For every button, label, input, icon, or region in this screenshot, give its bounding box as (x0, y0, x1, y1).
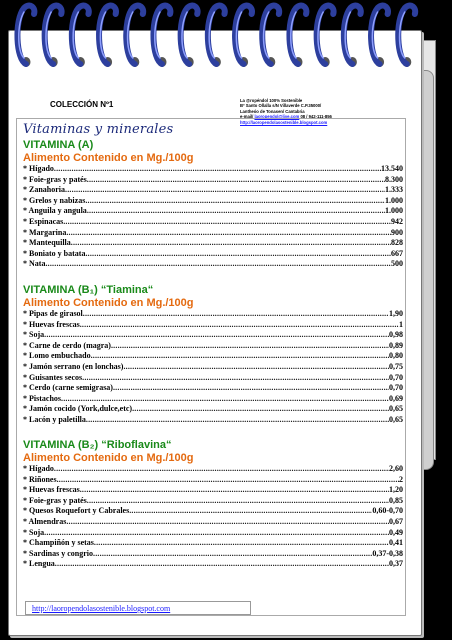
list-item (23, 341, 403, 352)
leader-dots (66, 517, 389, 528)
food-value: 1 (399, 319, 403, 329)
leader-dots (80, 485, 389, 496)
binding-ring (398, 6, 415, 64)
leader-dots (85, 196, 385, 207)
food-name: * Anguila y angula (23, 206, 87, 216)
food-name: * Mantequilla (23, 238, 71, 248)
vitamin-heading: VITAMINA (B₂) “Riboflavina“ (23, 439, 172, 451)
binding-ring (289, 6, 306, 64)
info-line: La @ropéndol 100% Sostenible (240, 98, 303, 103)
leader-dots (86, 415, 389, 426)
list-item (23, 383, 403, 394)
leader-dots (123, 362, 389, 373)
list-item (23, 373, 403, 384)
food-value: 0,80 (389, 351, 403, 361)
food-name: * Cerdo (carne semigrasa) (23, 383, 113, 393)
list-item (23, 164, 403, 175)
binding-ring (262, 6, 279, 64)
binding-ring (72, 6, 89, 64)
list-item (23, 320, 403, 331)
list-item (23, 185, 403, 196)
food-value: 13.540 (381, 164, 403, 173)
list-item (23, 249, 403, 260)
list-item (23, 549, 403, 560)
info-phone: 08 / 942-111-856 (300, 114, 332, 120)
food-value: 0,75 (389, 361, 403, 371)
table-subtitle: Alimento Contenido en Mg./100g (23, 297, 194, 309)
binding-ring (45, 6, 62, 64)
food-name: * Foie-gras y patés (23, 174, 87, 184)
food-value: 0,60-0,70 (372, 506, 403, 516)
list-item (23, 517, 403, 528)
leader-dots (63, 217, 391, 228)
info-line: Bº Santo Ollalla s/N Villaverde C.P.35000/ (240, 103, 322, 109)
food-value: 667 (391, 248, 403, 258)
food-name: * Lomo embuchado (23, 351, 91, 361)
food-name: * Pistachos (23, 393, 61, 403)
leader-dots (93, 549, 372, 560)
food-value: 942 (391, 216, 403, 226)
food-name: * Boniato y batata (23, 248, 86, 258)
food-value: 500 (391, 259, 403, 269)
food-value: 0,65 (389, 404, 403, 414)
leader-dots (44, 528, 389, 539)
food-value: 0,37-0,38 (372, 548, 403, 558)
list-item (23, 394, 403, 405)
food-value: 0,70 (389, 372, 403, 382)
food-name: * Espinacas (23, 216, 64, 226)
list-item (23, 464, 403, 475)
binding-ring (344, 6, 361, 64)
list-item (23, 238, 403, 249)
table-subtitle: Alimento Contenido en Mg./100g (23, 452, 194, 464)
list-item (23, 175, 403, 186)
leader-dots (80, 320, 399, 331)
food-value: 0,65 (389, 414, 403, 424)
food-value: 0,85 (389, 495, 403, 505)
binding-ring (17, 6, 34, 64)
leader-dots (54, 464, 389, 475)
leader-dots (66, 228, 391, 239)
leader-dots (45, 259, 391, 270)
food-value: 0,37 (389, 559, 403, 569)
food-name: * Quesos Roquefort y Cabrales (23, 506, 130, 516)
food-value: 0,67 (389, 516, 403, 526)
list-item (23, 475, 403, 486)
list-item (23, 206, 403, 217)
page-title: Vitaminas y minerales (23, 122, 174, 137)
leader-dots (55, 559, 389, 570)
food-name: * Jamón cocido (York,dulce,etc) (23, 404, 133, 414)
leader-dots (129, 506, 372, 517)
list-item (23, 330, 403, 341)
binding-ring (126, 6, 143, 64)
food-name: * Sardinas y congrio (23, 548, 94, 558)
list-item (23, 559, 403, 570)
binding-ring (371, 6, 388, 64)
food-name: * Lengua (23, 559, 55, 569)
list-item (23, 362, 403, 373)
binding-ring (99, 6, 116, 64)
food-value: 1.333 (385, 185, 403, 195)
food-name: * Guisantes secos (23, 372, 83, 382)
info-contact-prefix: e-mail/ (240, 114, 254, 120)
vitamin-section-b2 (23, 439, 403, 570)
food-value: 8.300 (385, 174, 403, 184)
binding-ring (235, 6, 252, 64)
spiral-binding (0, 0, 452, 100)
list-item (23, 485, 403, 496)
food-value: 0,41 (389, 538, 403, 548)
list-item (23, 196, 403, 207)
food-name: * Huevas frescas (23, 319, 80, 329)
food-name: * Foie-gras y patés (23, 495, 87, 505)
info-email-link[interactable]: laoropendol@live.com (254, 114, 300, 120)
food-value: 0,98 (389, 330, 403, 340)
food-name: * Pipas de girasol (23, 309, 83, 318)
leader-dots (87, 175, 385, 186)
leader-dots (54, 164, 381, 175)
food-name: * Soja (23, 330, 45, 340)
vitamin-heading: VITAMINA (B₁) “Tiamina“ (23, 284, 154, 296)
food-name: * Champiñón y setas (23, 538, 94, 548)
food-name: * Carne de cerdo (magra) (23, 340, 111, 350)
food-name: * Zanahoria (23, 185, 66, 195)
vitamin-section-a (23, 139, 403, 270)
list-item (23, 506, 403, 517)
vitamin-section-b1 (23, 284, 403, 426)
food-name: * Jamón serrano (en lonchas) (23, 361, 124, 371)
binding-ring (208, 6, 225, 64)
leader-dots (82, 373, 389, 384)
leader-dots (87, 496, 389, 507)
page-content (16, 92, 412, 632)
leader-dots (83, 309, 389, 320)
food-value: 0,69 (389, 393, 403, 403)
food-name: * Grelos y nabizas (23, 195, 86, 205)
food-value: 0,49 (389, 527, 403, 537)
binding-ring (317, 6, 334, 64)
food-value: 1.000 (385, 206, 403, 216)
leader-dots (61, 394, 389, 405)
list-item (23, 528, 403, 539)
leader-dots (111, 341, 389, 352)
leader-dots (71, 238, 391, 249)
food-value: 1.000 (385, 195, 403, 205)
info-blog-link[interactable]: http://laoropendolasostenible.blogspot.com (240, 119, 328, 125)
vitamin-heading: VITAMINA (A) (23, 139, 94, 151)
list-item (23, 538, 403, 549)
food-name: * Almendras (23, 516, 67, 526)
food-name: * Hígado (23, 464, 54, 473)
list-item (23, 309, 403, 320)
food-value: 828 (391, 238, 403, 248)
leader-dots (65, 185, 385, 196)
food-name: * Hígado (23, 164, 54, 173)
info-line: Lantheóo de Tonasen/ Cantabria (240, 108, 305, 114)
leader-dots (94, 538, 389, 549)
food-value: 2 (399, 474, 403, 484)
food-name: * Soja (23, 527, 45, 537)
food-value: 0,70 (389, 383, 403, 393)
list-item (23, 404, 403, 415)
binding-ring (181, 6, 198, 64)
food-value: 0,89 (389, 340, 403, 350)
food-name: * Huevas frescas (23, 485, 80, 495)
collection-label: COLECCIÓN Nº1 (50, 100, 114, 109)
leader-dots (87, 206, 385, 217)
list-item (23, 496, 403, 507)
list-item (23, 351, 403, 362)
food-name: * Lacón y paletilla (23, 414, 86, 424)
food-name: * Riñones (23, 474, 57, 484)
list-item (23, 259, 403, 270)
list-item (23, 228, 403, 239)
food-value: 1,90 (389, 309, 403, 318)
food-value: 900 (391, 227, 403, 237)
food-value: 1,20 (389, 485, 403, 495)
binding-ring (153, 6, 170, 64)
leader-dots (57, 475, 399, 486)
content-frame (16, 118, 406, 616)
leader-dots (91, 351, 389, 362)
leader-dots (85, 249, 391, 260)
food-name: * Nata (23, 259, 46, 269)
list-item (23, 415, 403, 426)
list-item (23, 217, 403, 228)
table-subtitle: Alimento Contenido en Mg./100g (23, 152, 194, 164)
leader-dots (132, 404, 389, 415)
blog-footer-link[interactable]: http://laoropendolasostenible.blogspot.com (25, 601, 251, 615)
leader-dots (113, 383, 389, 394)
food-value: 2,60 (389, 464, 403, 473)
food-name: * Margarina (23, 227, 67, 237)
leader-dots (44, 330, 389, 341)
